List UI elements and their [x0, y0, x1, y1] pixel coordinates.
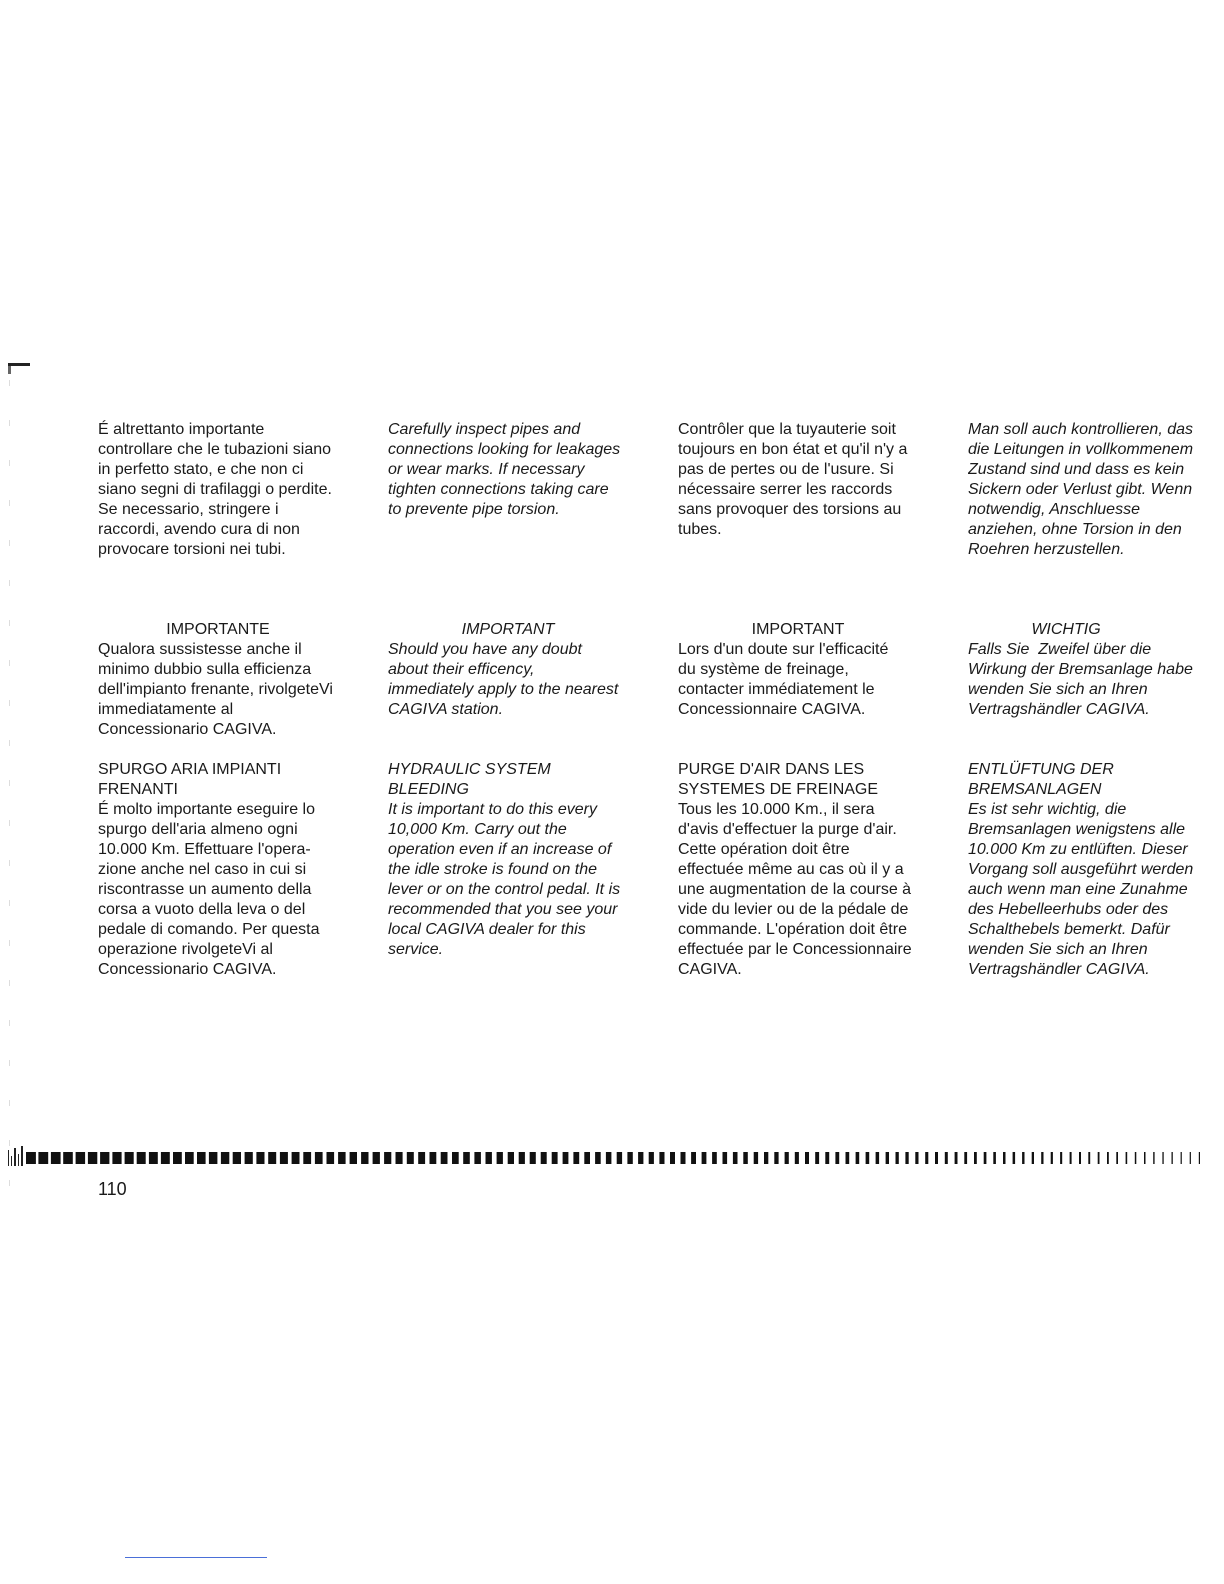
barcode-bar [1041, 1152, 1043, 1164]
important-text-en: Should you have any doubt about their efficency, immediately apply to the nearest CAGIVA station. [388, 641, 619, 718]
barcode-bar [1079, 1152, 1081, 1164]
barcode-bar [659, 1152, 664, 1164]
barcode-bar [350, 1152, 357, 1164]
intro-text-en: Carefully inspect pipes and connections looking for leakages or wear marks. If necessary tighten connections taking care to prevente pipe torsion. [388, 421, 621, 518]
barcode-bar [1126, 1152, 1128, 1164]
barcode-bar [38, 1152, 48, 1164]
barcode-bar [723, 1152, 728, 1164]
barcode-bar [88, 1152, 97, 1164]
barcode-bar [14, 1148, 16, 1166]
barcode-bar [1022, 1152, 1024, 1164]
barcode-bar [606, 1152, 612, 1164]
barcode-bar [8, 1150, 9, 1166]
barcode-bar [1181, 1152, 1182, 1164]
barcode-bar [815, 1152, 819, 1164]
bleeding-title-fr: PURGE D'AIR DANS LES SYSTEMES DE FREINAGE [678, 761, 879, 798]
barcode-bar [463, 1152, 470, 1164]
barcode-bar [785, 1152, 789, 1164]
intro-text-it: É altrettanto importante controllare che le tubazioni siano in perfetto stato, e che non ci siano segni di trafilaggi o perdite. Se necessario, stringere i raccordi, avendo cura di non provocare torsioni nei tubi. [98, 421, 332, 558]
barcode-bar [161, 1152, 170, 1164]
important-text-de: Falls Sie Zweifel über die Wirkung der Bremsanlage habe wenden Sie sich an Ihren Vertragshändler CAGIVA. [968, 641, 1193, 718]
bleeding-title-it: SPURGO ARIA IMPIANTI FRENANTI [98, 761, 282, 798]
barcode-bar [563, 1152, 569, 1164]
barcode-bar [886, 1152, 889, 1164]
barcode-bar [774, 1152, 778, 1164]
important-text-it: Qualora sussistesse anche il minimo dubbio sulla efficienza dell'impianto frenante, rivolgeteVi immediatamente al Concessionario CAGIVA. [98, 641, 333, 738]
barcode-bar [670, 1152, 675, 1164]
barcode-bar [915, 1152, 918, 1164]
barcode-bar [955, 1152, 958, 1164]
barcode-bar [1135, 1152, 1137, 1164]
barcode-bar [1144, 1152, 1146, 1164]
barcode-bar [702, 1152, 707, 1164]
barcode-bar [856, 1152, 860, 1164]
intro-text-de: Man soll auch kontrollieren, das die Leitungen in vollkommenem Zustand sind und dass es kein Sickern oder Verlust gibt. Wenn notwendig, Anschluesse anziehen, ohne Torsion in den Roehren herzustellen. [968, 421, 1194, 558]
important-column-en [388, 620, 658, 720]
barcode-bar [338, 1152, 346, 1164]
barcode-bar [396, 1152, 403, 1164]
barcode-bar [573, 1152, 579, 1164]
barcode-bar [268, 1152, 276, 1164]
barcode-bar [627, 1152, 632, 1164]
barcode-bar [373, 1152, 380, 1164]
barcode-bar [530, 1152, 536, 1164]
barcode-bar [764, 1152, 768, 1164]
barcode-bar [617, 1152, 622, 1164]
barcode-bar [486, 1152, 492, 1164]
barcode-bar [935, 1152, 938, 1164]
bleeding-title-de: ENTLÜFTUNG DER BREMSANLAGEN [968, 761, 1114, 798]
barcode-bar [441, 1152, 448, 1164]
intro-column-de [968, 420, 1224, 560]
bleeding-text-fr: Tous les 10.000 Km., il sera d'avis d'effectuer la purge d'air. Cette opération doit être effectuée même au cas où il y a une augmentation de la course à vide du levier ou de la pédale de commande. L'opération doit être effectuée par le Concessionnaire CAGIVA. [678, 801, 912, 978]
barcode-bar [137, 1152, 146, 1164]
barcode-bar [197, 1152, 206, 1164]
barcode-bar [430, 1152, 437, 1164]
important-heading-en: IMPORTANT [461, 621, 555, 638]
barcode-bar [1098, 1152, 1100, 1164]
barcode-bar [26, 1152, 36, 1164]
barcode-bar [584, 1152, 590, 1164]
barcode-bar [508, 1152, 514, 1164]
barcode-bar [407, 1152, 414, 1164]
barcode-bar [292, 1152, 300, 1164]
barcode-bar [11, 1156, 12, 1166]
important-heading-it: IMPORTANTE [166, 621, 270, 638]
barcode-bar [221, 1152, 229, 1164]
barcode-bar [1013, 1152, 1016, 1164]
bottom-rule [125, 1557, 267, 1558]
barcode-bar [1070, 1152, 1072, 1164]
barcode-bar [691, 1152, 696, 1164]
important-heading-fr: IMPORTANT [751, 621, 845, 638]
barcode-bar [18, 1154, 19, 1166]
barcode-bar [712, 1152, 717, 1164]
barcode-strip [8, 1146, 1208, 1166]
barcode-bar [825, 1152, 829, 1164]
barcode-bar [805, 1152, 809, 1164]
barcode-bar [925, 1152, 928, 1164]
barcode-bar [846, 1152, 850, 1164]
barcode-bar [945, 1152, 948, 1164]
barcode-bar [638, 1152, 643, 1164]
important-column-de [968, 620, 1224, 720]
barcode-bar [100, 1152, 109, 1164]
intro-column-it [98, 420, 368, 560]
barcode-bar [1107, 1152, 1109, 1164]
barcode-bar [1003, 1152, 1006, 1164]
barcode-bar [185, 1152, 194, 1164]
bleeding-title-en: HYDRAULIC SYSTEM BLEEDING [388, 761, 551, 798]
barcode-bar [1060, 1152, 1062, 1164]
barcode-bar [280, 1152, 288, 1164]
bleeding-column-fr [678, 760, 948, 980]
barcode-bar [452, 1152, 459, 1164]
barcode-bar [1162, 1152, 1163, 1164]
intro-column-fr [678, 420, 948, 540]
intro-text-fr: Contrôler que la tuyauterie soit toujours en bon état et qu'il n'y a pas de pertes ou de l'usure. Si nécessaire serrer les raccords sans provoquer des torsions au tubes. [678, 421, 908, 538]
barcode-bar [896, 1152, 899, 1164]
barcode-bar [474, 1152, 481, 1164]
barcode-bar [76, 1152, 86, 1164]
barcode-bar [1116, 1152, 1118, 1164]
barcode-bar [1051, 1152, 1053, 1164]
bleeding-text-it: É molto importante eseguire lo spurgo dell'aria almeno ogni 10.000 Km. Effettuare l'opera- zione anche nel caso in cui si riscontrasse un aumento della corsa a vuoto della leva o del pedale di comando. Per questa operazione rivolgeteVi al Concessionario CAGIVA. [98, 801, 320, 978]
bleeding-column-en [388, 760, 658, 960]
barcode-bar [1088, 1152, 1090, 1164]
barcode-bar [384, 1152, 391, 1164]
barcode-bar [649, 1152, 654, 1164]
barcode-bar [984, 1152, 987, 1164]
barcode-bar [51, 1152, 61, 1164]
barcode-bar [209, 1152, 218, 1164]
barcode-bar [112, 1152, 121, 1164]
barcode-bar [743, 1152, 748, 1164]
barcode-bar [1190, 1152, 1191, 1164]
important-column-it [98, 620, 368, 740]
barcode-bar [327, 1152, 335, 1164]
bleeding-column-de [968, 760, 1224, 980]
barcode-bar [149, 1152, 158, 1164]
bleeding-text-en: It is important to do this every 10,000 Km. Carry out the operation even if an increase of the idle stroke is found on the lever or on the control pedal. It is recommended that you see your local CAGIVA dealer for this service. [388, 801, 621, 958]
barcode-bar [21, 1146, 23, 1166]
barcode-bar [361, 1152, 368, 1164]
barcode-bar [754, 1152, 758, 1164]
barcode-bar [1199, 1152, 1200, 1164]
page-number: 110 [98, 1179, 127, 1199]
important-heading-de: WICHTIG [1031, 621, 1101, 638]
barcode-bar [256, 1152, 264, 1164]
bleeding-column-it [98, 760, 368, 980]
barcode-bar [876, 1152, 880, 1164]
barcode-bar [1172, 1152, 1173, 1164]
barcode-bar [315, 1152, 323, 1164]
barcode-bar [1032, 1152, 1034, 1164]
barcode-bar [835, 1152, 839, 1164]
barcode-bar [497, 1152, 503, 1164]
important-column-fr [678, 620, 948, 720]
intro-column-en [388, 420, 658, 520]
barcode-bar [552, 1152, 558, 1164]
barcode-bar [303, 1152, 311, 1164]
barcode-bar [681, 1152, 686, 1164]
barcode-bar [541, 1152, 547, 1164]
barcode-bar [595, 1152, 601, 1164]
barcode-bar [233, 1152, 241, 1164]
barcode-bar [795, 1152, 799, 1164]
barcode-bar [974, 1152, 977, 1164]
barcode-bar [245, 1152, 253, 1164]
important-text-fr: Lors d'un doute sur l'efficacité du système de freinage, contacter immédiatement le Concessionnaire CAGIVA. [678, 641, 889, 718]
scan-margin [9, 380, 10, 1220]
crop-mark [8, 363, 30, 366]
barcode-bar [125, 1152, 134, 1164]
barcode-bar [173, 1152, 182, 1164]
barcode-bar [63, 1152, 73, 1164]
barcode-bar [418, 1152, 425, 1164]
barcode-bar [993, 1152, 996, 1164]
barcode-bar [519, 1152, 525, 1164]
barcode-bar [733, 1152, 738, 1164]
bleeding-text-de: Es ist sehr wichtig, die Bremsanlagen wenigstens alle 10.000 Km zu entlüften. Dieser Vorgang soll ausgeführt werden auch wenn man eine Zunahme des Hebelleerhubs oder des Schalthebels bemerkt. Dafür wenden Sie sich an Ihren Vertragshändler CAGIVA. [968, 801, 1194, 978]
barcode-bar [964, 1152, 967, 1164]
barcode-bar [1153, 1152, 1154, 1164]
barcode-bar [905, 1152, 908, 1164]
barcode-bar [866, 1152, 870, 1164]
